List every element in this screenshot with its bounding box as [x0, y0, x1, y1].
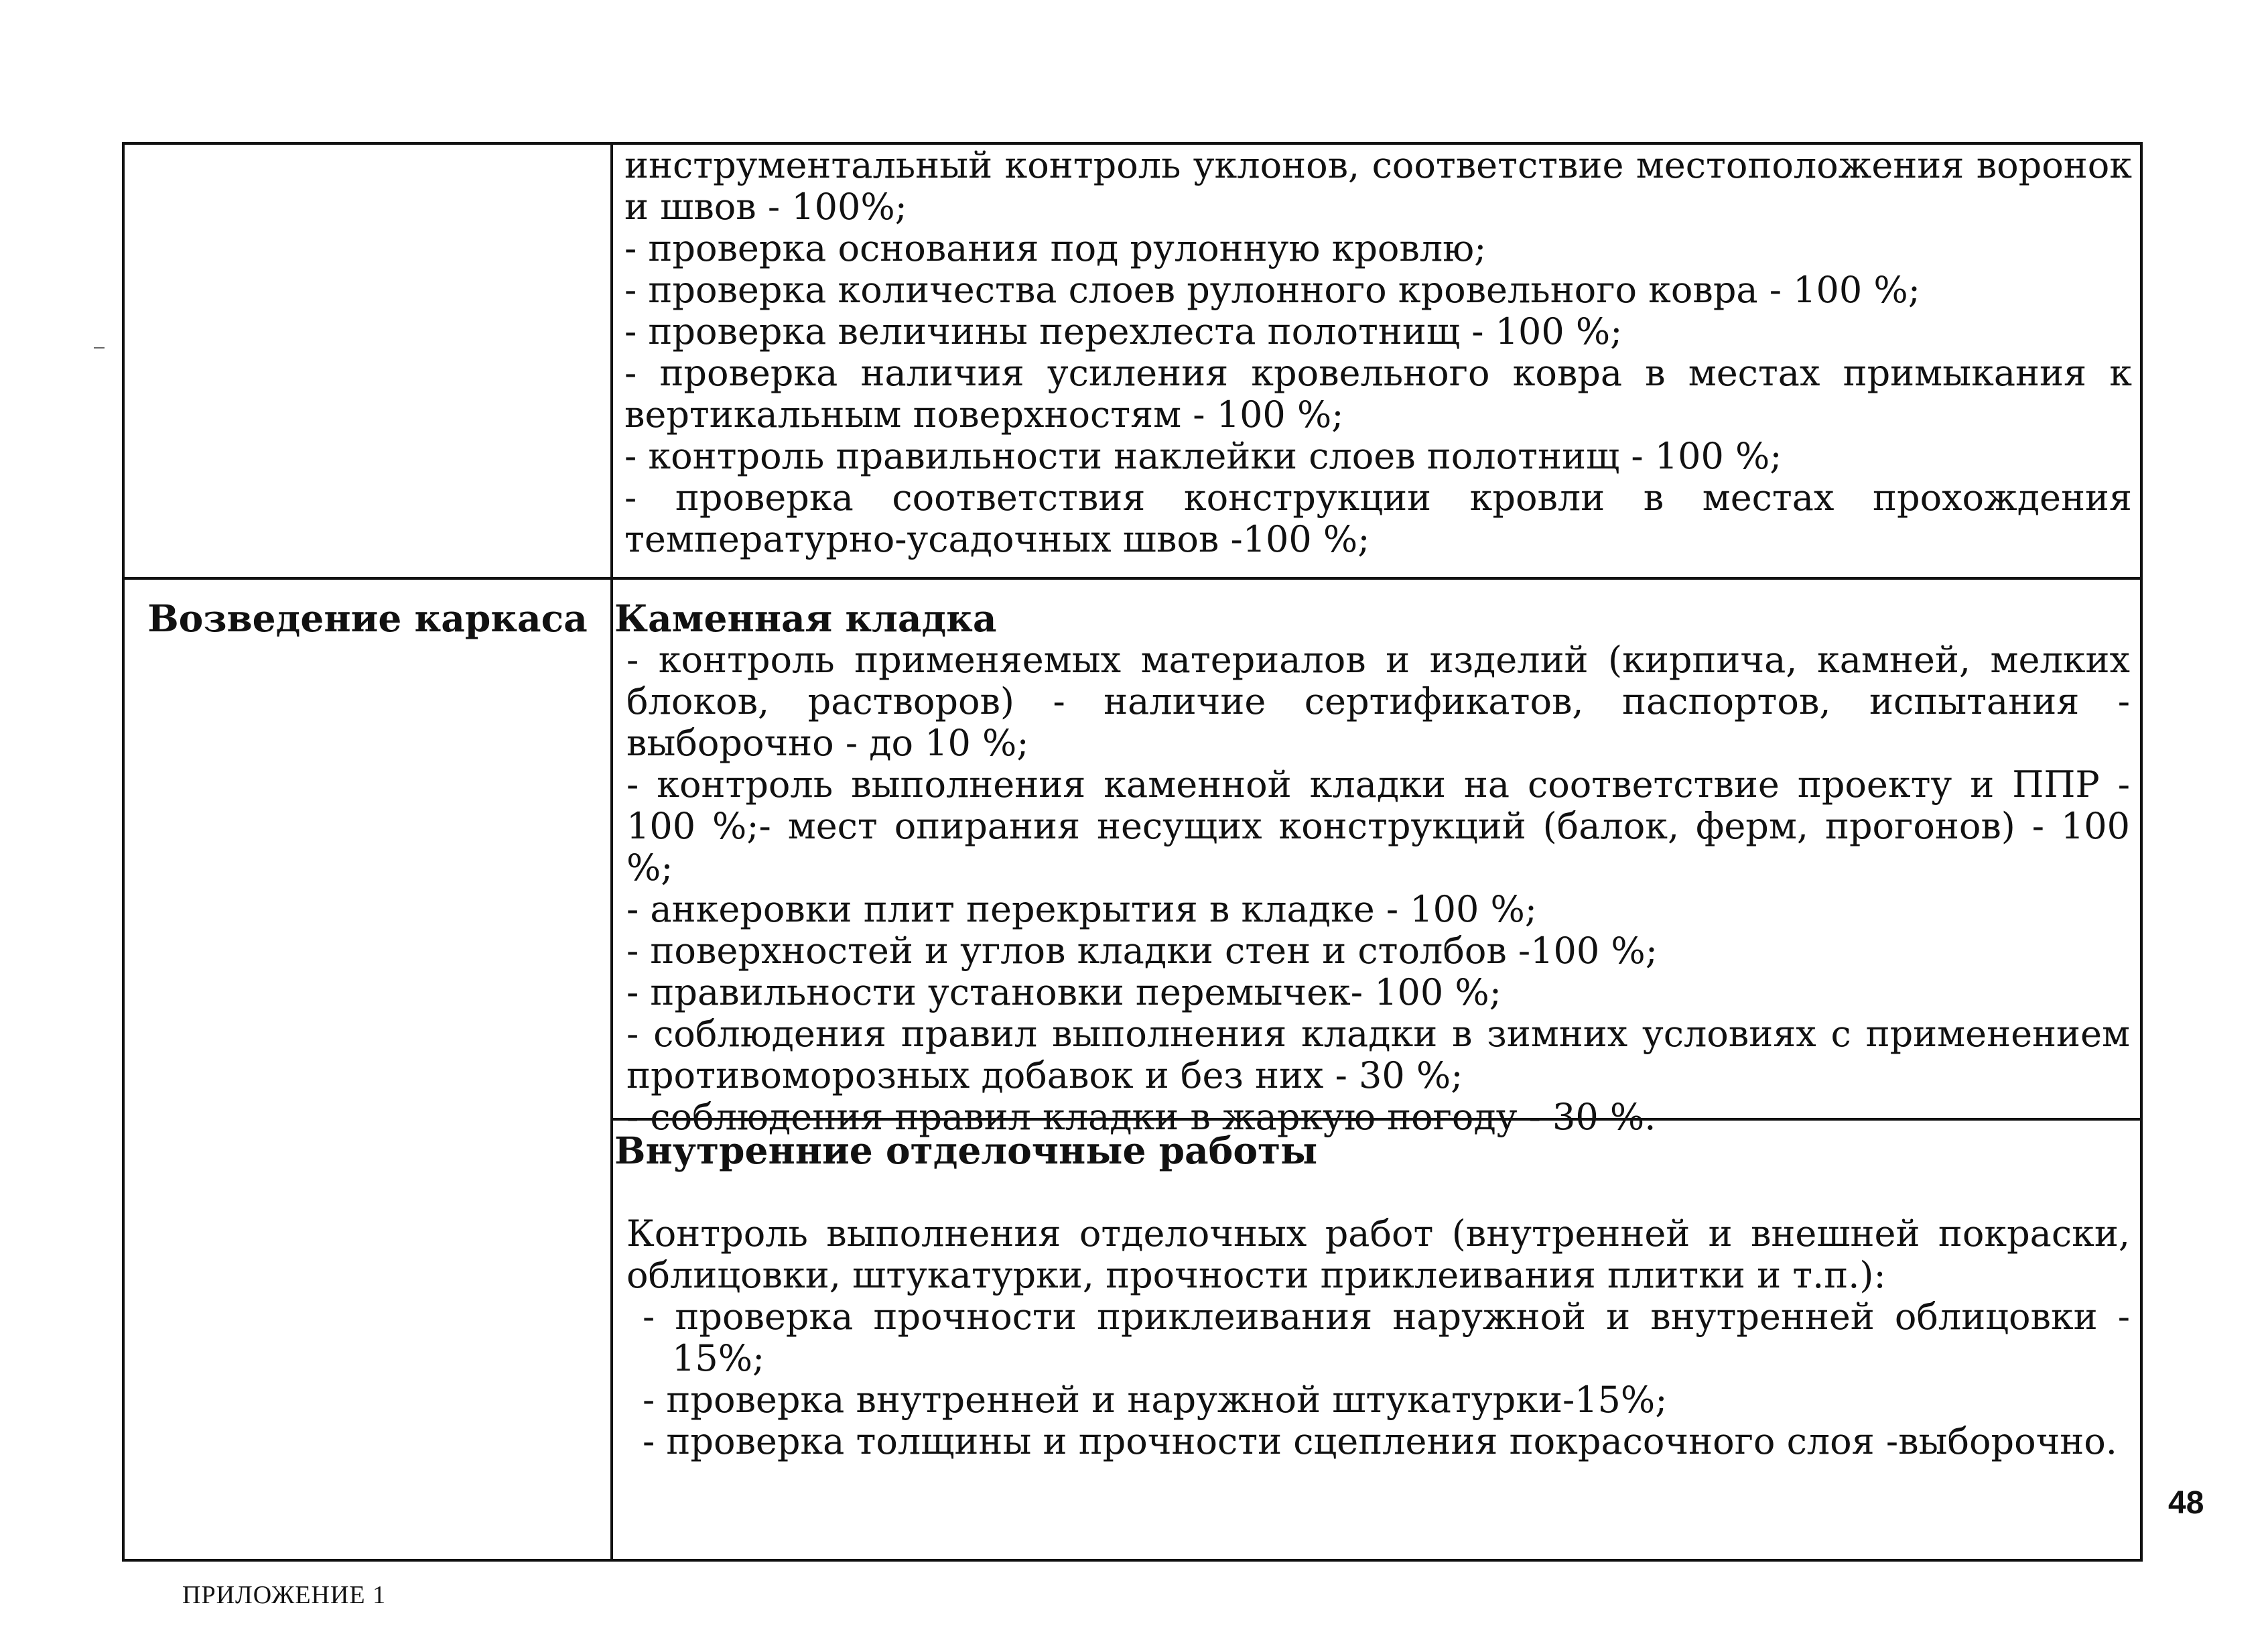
roofing-check-line: - проверка величины перехлеста полотнищ - 100 %;	[624, 310, 1623, 353]
finishing-intro: Контроль выполнения отделочных работ (внутренней и внешней покраски, облицовки, штукатурки, прочности приклеивания плитки и т.п.):	[626, 1212, 2130, 1296]
inspection-table	[122, 142, 2143, 1562]
masonry-check-line: - контроль выполнения каменной кладки на соответствие проекту и ППР - 100 %;- мест опирания несущих конструкций (балок, ферм, прогонов) - 100 %;	[626, 763, 2130, 889]
finishing-bullet: - проверка прочности приклеивания наружной и внутренней облицовки - 15%;	[643, 1296, 2130, 1379]
finishing-bullet: - проверка внутренней и наружной штукатурки-15%;	[643, 1379, 1668, 1421]
finishing-bullets	[614, 1296, 2130, 1462]
masonry-cell	[614, 598, 2130, 1138]
masonry-check-line: - правильности установки перемычек- 100 %;	[626, 971, 1502, 1013]
masonry-check-line: - поверхностей и углов кладки стен и столбов -100 %;	[626, 930, 1658, 972]
finishing-bullet: - проверка толщины и прочности сцепления покрасочного слоя -выборочно.	[643, 1420, 2117, 1462]
column-divider	[610, 145, 613, 1559]
margin-mark	[94, 347, 105, 349]
roofing-check-line: - проверка соответствия конструкции кровли в местах прохождения температурно-усадочных швов -100 %;	[624, 477, 2132, 560]
roofing-check-line: инструментальный контроль уклонов, соответствие местоположения воронок и швов - 100%;	[624, 144, 2132, 228]
finishing-cell	[614, 1130, 2130, 1462]
section-label: Возведение каркаса	[147, 596, 588, 640]
masonry-heading: Каменная кладка	[614, 596, 997, 640]
appendix-footer: ПРИЛОЖЕНИЕ 1	[182, 1581, 387, 1609]
roofing-check-line: - контроль правильности наклейки слоев полотнищ - 100 %;	[624, 435, 1782, 477]
page-number: 48	[2168, 1485, 2204, 1521]
roofing-check-line: - проверка наличия усиления кровельного ковра в местах примыкания к вертикальным поверхностям - 100 %;	[624, 352, 2132, 436]
roofing-checks-cell	[624, 145, 2132, 560]
finishing-heading: Внутренние отделочные работы	[614, 1129, 1318, 1172]
row-divider	[125, 577, 2140, 580]
roofing-check-line: - проверка основания под рулонную кровлю;	[624, 227, 1487, 269]
masonry-check-line: - соблюдения правил кладки в жаркую погоду - 30 %.	[626, 1096, 1656, 1138]
masonry-check-line: - соблюдения правил выполнения кладки в зимних условиях с применением противоморозных добавок и без них - 30 %;	[626, 1013, 2130, 1096]
masonry-check-line: - анкеровки плит перекрытия в кладке - 100 %;	[626, 888, 1537, 930]
roofing-check-line: - проверка количества слоев рулонного кровельного ковра - 100 %;	[624, 269, 1920, 311]
masonry-check-line: - контроль применяемых материалов и изделий (кирпича, камней, мелких блоков, растворов) - наличие сертификатов, паспортов, испытания - выборочно - до 10 %;	[626, 639, 2130, 764]
masonry-list	[614, 639, 2130, 1138]
